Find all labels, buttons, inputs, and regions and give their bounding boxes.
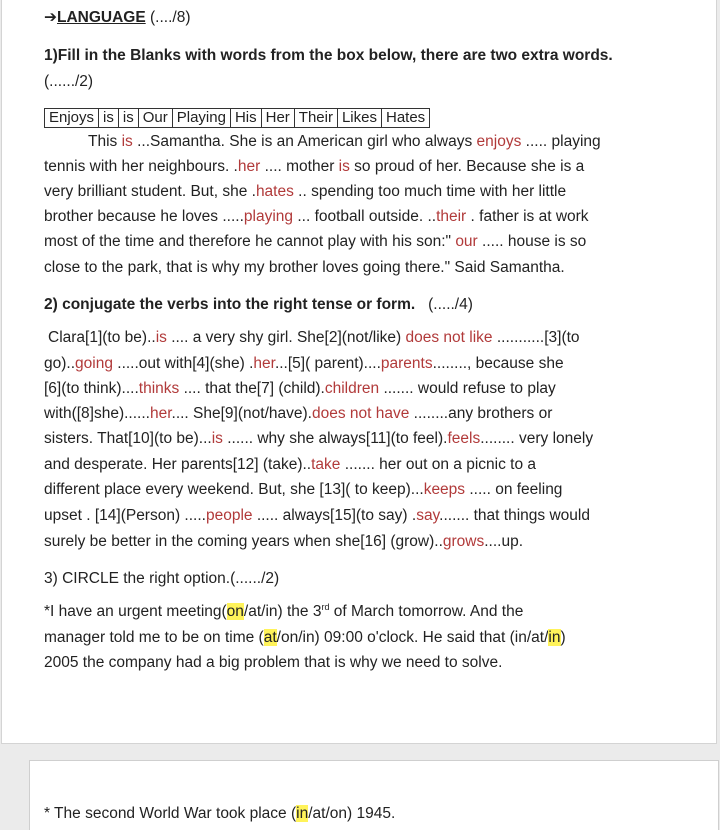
text-line (44, 429, 593, 449)
exercise-2-heading: 2) conjugate the verbs into the right tense or form. (...../4) (44, 296, 473, 313)
text-segment: .... She[9](not/have). (171, 405, 312, 422)
text-segment: and desperate. Her parents[12] (take).. (44, 456, 312, 473)
text-segment: Clara[1](to be).. (48, 329, 156, 346)
text-segment: close to the park, that is why my brother loves going there." Said Samantha. (44, 259, 565, 276)
text-segment: .... that the[7] (child). (179, 380, 325, 397)
text-line (44, 354, 564, 374)
text-segment: ..... house is so (477, 233, 587, 250)
text-line (44, 404, 552, 424)
text-segment: ....... that things would (439, 507, 590, 524)
arrow-icon: ➔ (44, 9, 57, 26)
answer-text: take (311, 456, 341, 473)
text-line (48, 328, 580, 348)
text-line (44, 379, 556, 399)
text-segment: tennis with her neighbours. . (44, 158, 238, 175)
text-line (88, 132, 601, 152)
answer-text: say (416, 507, 440, 524)
text-line (44, 628, 566, 648)
text-segment: /on/in) 09:00 o'clock. He said that (in/at/ (276, 629, 549, 646)
text-segment: .... a very shy girl. She[2](not/like) (166, 329, 406, 346)
text-segment: very brilliant student. But, she . (44, 183, 256, 200)
text-segment: . father is at work (466, 208, 589, 225)
text-segment: /at/on) 1945. (308, 805, 396, 822)
answer-text: her (253, 355, 275, 372)
answer-text: her (237, 158, 261, 175)
word-box-item: Playing (173, 109, 231, 127)
answer-text: feels (447, 430, 481, 447)
text-line (44, 653, 502, 673)
section-score: (..../8) (145, 9, 191, 26)
text-line (44, 232, 586, 252)
answer-text: people (205, 507, 253, 524)
text-segment: ..... always[15](to say) . (252, 507, 417, 524)
text-line (44, 602, 523, 622)
word-box-item: Hates (386, 109, 426, 126)
text-segment: This (88, 133, 122, 150)
text-line (44, 207, 589, 227)
text-segment: surely be better in the coming years when she[16] (grow).. (44, 533, 443, 550)
exercise-1-score: (....../2) (44, 73, 94, 90)
text-segment: ....... would refuse to play (379, 380, 556, 397)
answer-text: her (149, 405, 172, 422)
word-box-item: Our (139, 109, 173, 127)
answer-text: enjoys (476, 133, 522, 150)
text-segment: different place every weekend. But, she [13]( to keep)... (44, 481, 424, 498)
highlighted-option: on (226, 603, 244, 620)
text-segment: .... mother (260, 158, 339, 175)
text-segment: ........ very lonely (480, 430, 594, 447)
text-line (44, 182, 566, 202)
answer-text: is (121, 133, 133, 150)
text-line (44, 506, 590, 526)
text-segment: brother because he loves ..... (44, 208, 244, 225)
answer-text: our (455, 233, 478, 250)
text-line (44, 157, 584, 177)
word-box (44, 108, 430, 128)
answer-text: does not have (311, 405, 410, 422)
text-segment: of March tomorrow. And the (329, 603, 524, 620)
text-line (44, 804, 395, 824)
text-segment: ...[5]( parent).... (274, 355, 381, 372)
text-segment: upset . [14](Person) ..... (44, 507, 206, 524)
answer-text: children (324, 380, 380, 397)
text-line (44, 532, 523, 552)
text-segment: ...... why she always[11](to feel). (222, 430, 448, 447)
text-segment: with([8]she)...... (44, 405, 150, 422)
text-segment: 2005 the company had a big problem that is why we need to solve. (44, 654, 503, 671)
text-segment: most of the time and therefore he cannot play with his son:" (44, 233, 456, 250)
text-segment: .....out with[4](she) . (112, 355, 254, 372)
text-segment: ........, because she (432, 355, 564, 372)
text-segment: sisters. That[10](to be)... (44, 430, 212, 447)
word-box-item: Likes (338, 109, 382, 127)
word-box-item: Her (262, 109, 295, 127)
section-header (44, 8, 191, 28)
word-box-item: Their (295, 109, 338, 127)
exercise-2-score: (...../4) (428, 296, 473, 313)
text-line (44, 480, 562, 500)
text-segment: /at/in) the 3 (243, 603, 322, 620)
text-segment: ... football outside. .. (293, 208, 437, 225)
text-segment: .. spending too much time with her little (293, 183, 567, 200)
word-box-item: His (231, 109, 262, 127)
text-segment: [6](to think).... (44, 380, 139, 397)
highlighted-option: in (548, 629, 561, 646)
answer-text: their (436, 208, 467, 225)
text-segment: so proud of her. Because she is a (349, 158, 585, 175)
text-segment: go).. (44, 355, 76, 372)
text-segment: manager told me to be on time ( (44, 629, 264, 646)
answer-text: hates (255, 183, 294, 200)
highlighted-option: in (296, 805, 309, 822)
exercise-3-heading: 3) CIRCLE the right option.(....../2) (44, 570, 280, 587)
answer-text: is (338, 158, 350, 175)
text-segment: * The second World War took place ( (44, 805, 297, 822)
text-line (44, 455, 536, 475)
text-segment: ....... her out on a picnic to a (340, 456, 537, 473)
text-segment: ........any brothers or (409, 405, 553, 422)
text-segment: *I have an urgent meeting( (44, 603, 227, 620)
answer-text: keeps (423, 481, 466, 498)
word-box-item: Enjoys (45, 109, 99, 127)
text-segment: ..... on feeling (465, 481, 563, 498)
text-segment: ...Samantha. She is an American girl who always (132, 133, 477, 150)
text-line (44, 258, 565, 278)
highlighted-option: at (263, 629, 277, 646)
word-box-item: is (99, 109, 119, 127)
text-segment: ...........[3](to (492, 329, 580, 346)
section-title: LANGUAGE (57, 9, 146, 26)
superscript: rd (321, 601, 330, 612)
answer-text: thinks (138, 380, 180, 397)
answer-text: playing (243, 208, 294, 225)
answer-text: is (211, 430, 223, 447)
answer-text: does not like (405, 329, 493, 346)
exercise-1-heading: 1)Fill in the Blanks with words from the box below, there are two extra words. (44, 47, 613, 64)
text-segment: ) (560, 629, 566, 646)
answer-text: going (75, 355, 113, 372)
word-box-item: is (119, 109, 139, 127)
text-segment: ....up. (484, 533, 524, 550)
answer-text: is (155, 329, 167, 346)
answer-text: parents (380, 355, 433, 372)
text-segment: ..... playing (521, 133, 601, 150)
answer-text: grows (442, 533, 485, 550)
